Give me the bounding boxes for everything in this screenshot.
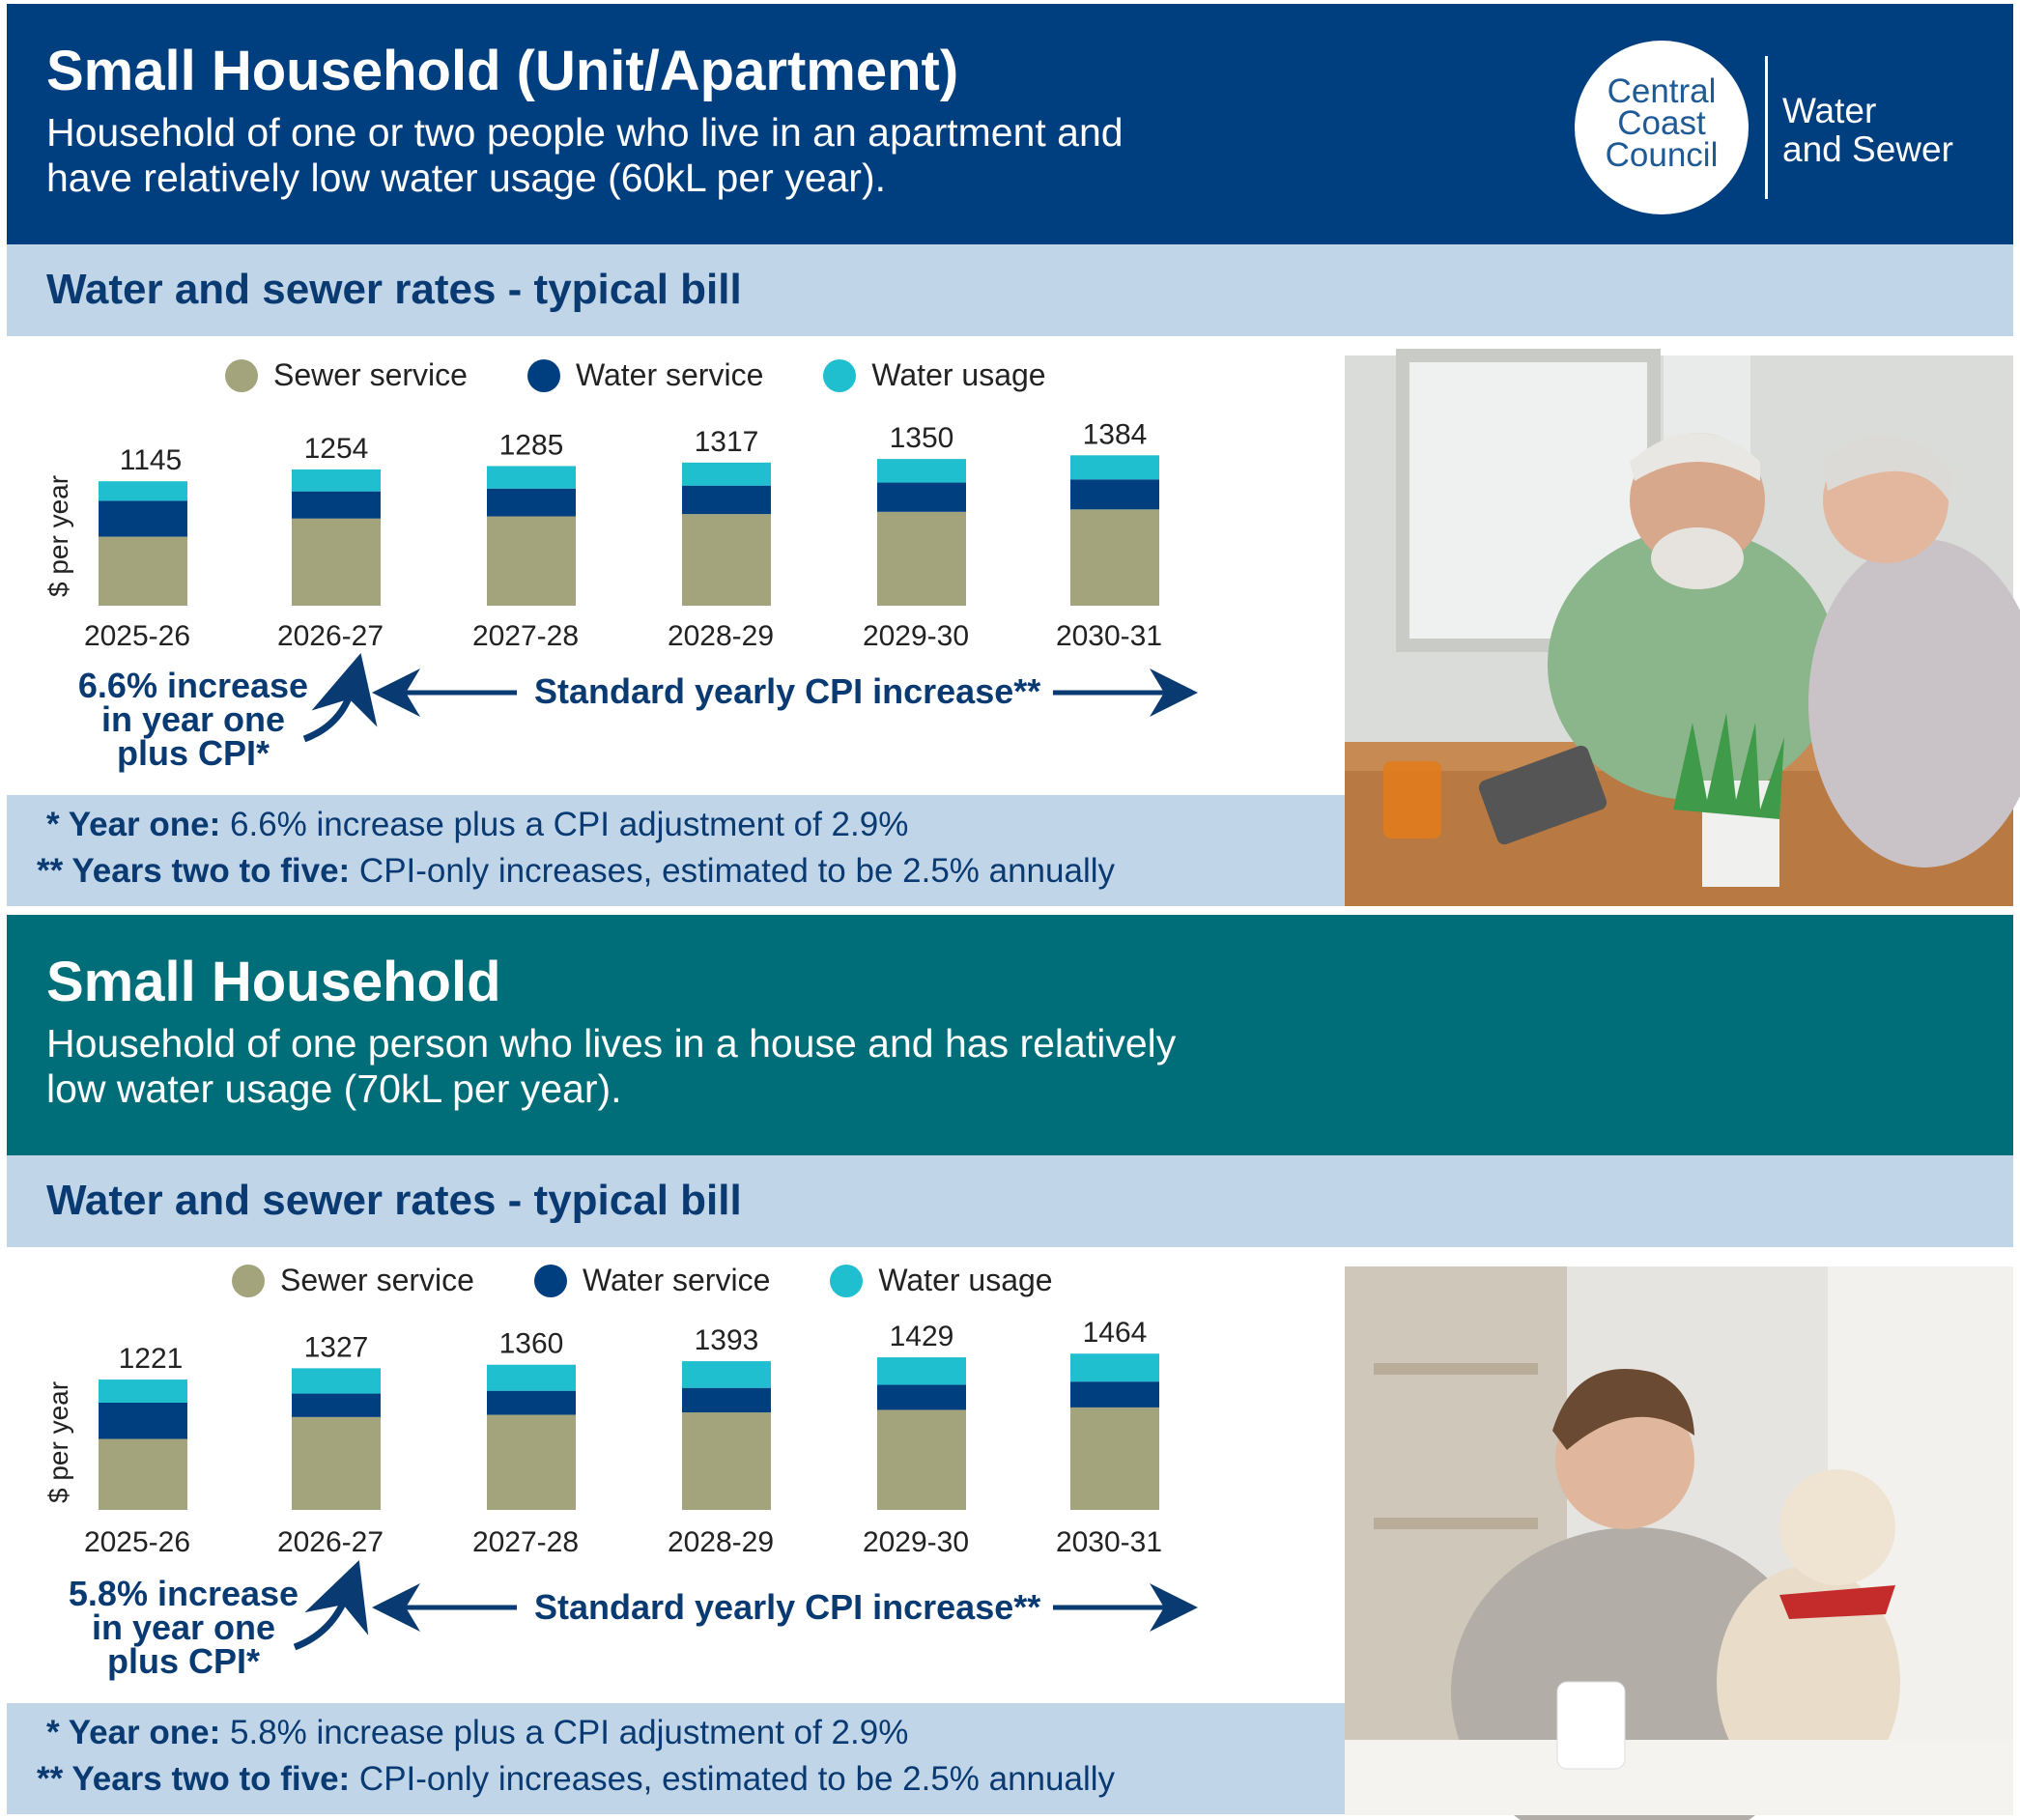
category-label-2027-28: 2027-28 [471, 1526, 580, 1558]
bar-water-service-2028-29 [682, 1388, 771, 1412]
legend-water-service [527, 357, 763, 393]
logo-line1: Central [1607, 72, 1717, 110]
bar-water-service-2025-26 [99, 500, 187, 536]
panel1-cpi-label: Standard yearly CPI increase** [534, 671, 1041, 711]
bar-water-usage-2029-30 [877, 459, 966, 482]
total-label-2025-26: 1145 [119, 444, 183, 477]
bar-sewer-service-2028-29 [682, 514, 771, 606]
panel1-note1 [46, 806, 908, 844]
panel1-desc-line1: Household of one or two people who live in an apartment and [46, 110, 1124, 155]
legend-water-usage [823, 357, 1045, 393]
legend2-water-service-dot [534, 1265, 567, 1297]
total-label-2028-29: 1393 [694, 1324, 759, 1357]
legend-water-service-dot [527, 359, 560, 392]
panel2-desc-line2: low water usage (70kL per year). [46, 1066, 622, 1111]
category-label-2030-31: 2030-31 [1055, 1526, 1163, 1558]
man-with-dog-illustration [1345, 1266, 2013, 1815]
panel2-band-title: Water and sewer rates - typical bill [46, 1177, 742, 1224]
legend-sewer-dot [225, 359, 258, 392]
total-label-2025-26: 1221 [118, 1343, 184, 1376]
total-label-2027-28: 1360 [498, 1327, 564, 1360]
bar-water-usage-2030-31 [1070, 1353, 1159, 1381]
panel1-legend [225, 357, 1106, 393]
total-label-2029-30: 1350 [889, 422, 954, 455]
total-label-2030-31: 1464 [1082, 1317, 1148, 1350]
bar-water-usage-2027-28 [487, 466, 576, 488]
legend2-sewer-dot [232, 1265, 265, 1297]
logo-divider [1765, 56, 1768, 199]
panel1-note1-bold: * Year one: [46, 806, 221, 843]
panel2-note2-bold: ** Years two to five: [37, 1760, 351, 1798]
panel2-description [46, 1021, 1302, 1112]
bar-water-service-2028-29 [682, 486, 771, 514]
bar-water-service-2026-27 [292, 492, 381, 519]
legend-water-service-label: Water service [575, 357, 764, 392]
bar-water-usage-2028-29 [682, 463, 771, 486]
category-label-2025-26: 2025-26 [83, 1526, 191, 1558]
bar-water-service-2027-28 [487, 1391, 576, 1415]
y-axis-label: $ per year [43, 474, 73, 598]
panel2-increase-line3: plus CPI* [106, 1641, 261, 1681]
panel2-increase-line2: in year one [91, 1607, 276, 1647]
total-label-2029-30: 1429 [889, 1321, 954, 1353]
bar-water-service-2029-30 [877, 483, 966, 512]
category-label-2029-30: 2029-30 [862, 620, 970, 652]
panel1-increase-line1: 6.6% increase [77, 666, 309, 705]
panel2-legend [232, 1263, 1113, 1298]
man-with-dog-photo [1345, 1266, 2013, 1815]
panel1-note2 [37, 852, 1115, 891]
panel1-increase-line2: in year one [100, 699, 286, 739]
category-label-2028-29: 2028-29 [667, 620, 775, 652]
panel1-increase-line3: plus CPI* [116, 733, 270, 773]
bar-sewer-service-2027-28 [487, 517, 576, 606]
panel2-note1 [46, 1714, 908, 1752]
category-label-2028-29: 2028-29 [667, 1526, 775, 1558]
total-label-2027-28: 1285 [498, 429, 564, 462]
legend-water-usage-label: Water usage [871, 357, 1046, 392]
panel2-note1-text: 5.8% increase plus a CPI adjustment of 2.9% [220, 1714, 909, 1751]
legend-sewer-label: Sewer service [273, 357, 468, 392]
panel2-note2-text: CPI-only increases, estimated to be 2.5% annually [350, 1760, 1116, 1798]
category-label-2026-27: 2026-27 [276, 1526, 384, 1558]
category-label-2029-30: 2029-30 [862, 1526, 970, 1558]
panel1-note2-bold: ** Years two to five: [37, 852, 351, 890]
panel1-description [46, 110, 1302, 201]
logo-line2: Coast [1617, 104, 1706, 142]
logo-side-text [1782, 92, 1953, 169]
bar-water-usage-2028-29 [682, 1361, 771, 1388]
bar-water-service-2026-27 [292, 1394, 381, 1417]
panel2-increase-note [58, 1574, 309, 1681]
total-label-2030-31: 1384 [1082, 418, 1148, 451]
couple-photo-illustration [1345, 355, 2013, 906]
bar-sewer-service-2028-29 [682, 1412, 771, 1510]
category-label-2027-28: 2027-28 [471, 620, 580, 652]
logo-line3: Council [1605, 136, 1719, 174]
category-label-2030-31: 2030-31 [1055, 620, 1163, 652]
panel2-note1-bold: * Year one: [46, 1714, 221, 1751]
bar-water-service-2025-26 [99, 1403, 187, 1439]
bar-water-usage-2027-28 [487, 1365, 576, 1391]
panel1-chart [39, 418, 1198, 657]
logo-side1: Water [1782, 91, 1877, 130]
panel2-title: Small Household [46, 951, 501, 1013]
total-label-2026-27: 1254 [303, 432, 369, 465]
bar-water-service-2030-31 [1070, 479, 1159, 509]
bar-water-usage-2025-26 [99, 1379, 187, 1403]
panel1-band-title: Water and sewer rates - typical bill [46, 266, 742, 313]
panel2-desc-line1: Household of one person who lives in a house and has relatively [46, 1021, 1177, 1066]
total-label-2026-27: 1327 [303, 1331, 369, 1364]
bar-sewer-service-2029-30 [877, 512, 966, 606]
legend-sewer [225, 357, 468, 393]
panel1-desc-line2: have relatively low water usage (60kL per year). [46, 156, 887, 200]
panel1-title: Small Household (Unit/Apartment) [46, 40, 959, 102]
total-label-2028-29: 1317 [694, 425, 759, 458]
category-label-2025-26: 2025-26 [83, 620, 191, 652]
bar-sewer-service-2030-31 [1070, 1408, 1159, 1510]
panel1-chart-svg [39, 418, 1198, 657]
logo-side2: and Sewer [1782, 129, 1953, 169]
panel2-increase-line1: 5.8% increase [68, 1574, 299, 1613]
legend2-sewer-label: Sewer service [280, 1263, 474, 1297]
panel2-chart [39, 1317, 1198, 1563]
panel2-note2 [37, 1760, 1115, 1799]
panel1-note2-text: CPI-only increases, estimated to be 2.5% annually [350, 852, 1116, 890]
bar-water-usage-2026-27 [292, 1368, 381, 1393]
panel1-note1-text: 6.6% increase plus a CPI adjustment of 2.9% [220, 806, 909, 843]
legend2-water-usage-dot [830, 1265, 863, 1297]
legend2-water-service [534, 1263, 770, 1298]
council-logo-text [1575, 72, 1749, 174]
panel2-chart-svg [39, 1317, 1198, 1563]
legend2-water-service-label: Water service [582, 1263, 771, 1297]
bar-sewer-service-2029-30 [877, 1409, 966, 1510]
category-label-2026-27: 2026-27 [276, 620, 384, 652]
legend-water-usage-dot [823, 359, 856, 392]
bar-water-service-2027-28 [487, 489, 576, 517]
bar-water-service-2029-30 [877, 1384, 966, 1409]
bar-sewer-service-2026-27 [292, 1417, 381, 1510]
bar-water-usage-2025-26 [99, 481, 187, 500]
bar-water-usage-2026-27 [292, 469, 381, 492]
bar-water-service-2030-31 [1070, 1381, 1159, 1408]
legend2-sewer [232, 1263, 474, 1298]
legend2-water-usage-label: Water usage [878, 1263, 1053, 1297]
bar-sewer-service-2027-28 [487, 1415, 576, 1510]
y-axis-label: $ per year [43, 1380, 73, 1504]
bar-water-usage-2030-31 [1070, 455, 1159, 479]
panel2-cpi-label: Standard yearly CPI increase** [534, 1587, 1041, 1627]
bar-sewer-service-2026-27 [292, 519, 381, 606]
panel1-increase-note [68, 666, 319, 773]
legend2-water-usage [830, 1263, 1052, 1298]
bar-sewer-service-2025-26 [99, 1439, 187, 1510]
bar-sewer-service-2030-31 [1070, 509, 1159, 606]
couple-photo [1345, 355, 2013, 906]
bar-water-usage-2029-30 [877, 1357, 966, 1384]
bar-sewer-service-2025-26 [99, 537, 187, 606]
